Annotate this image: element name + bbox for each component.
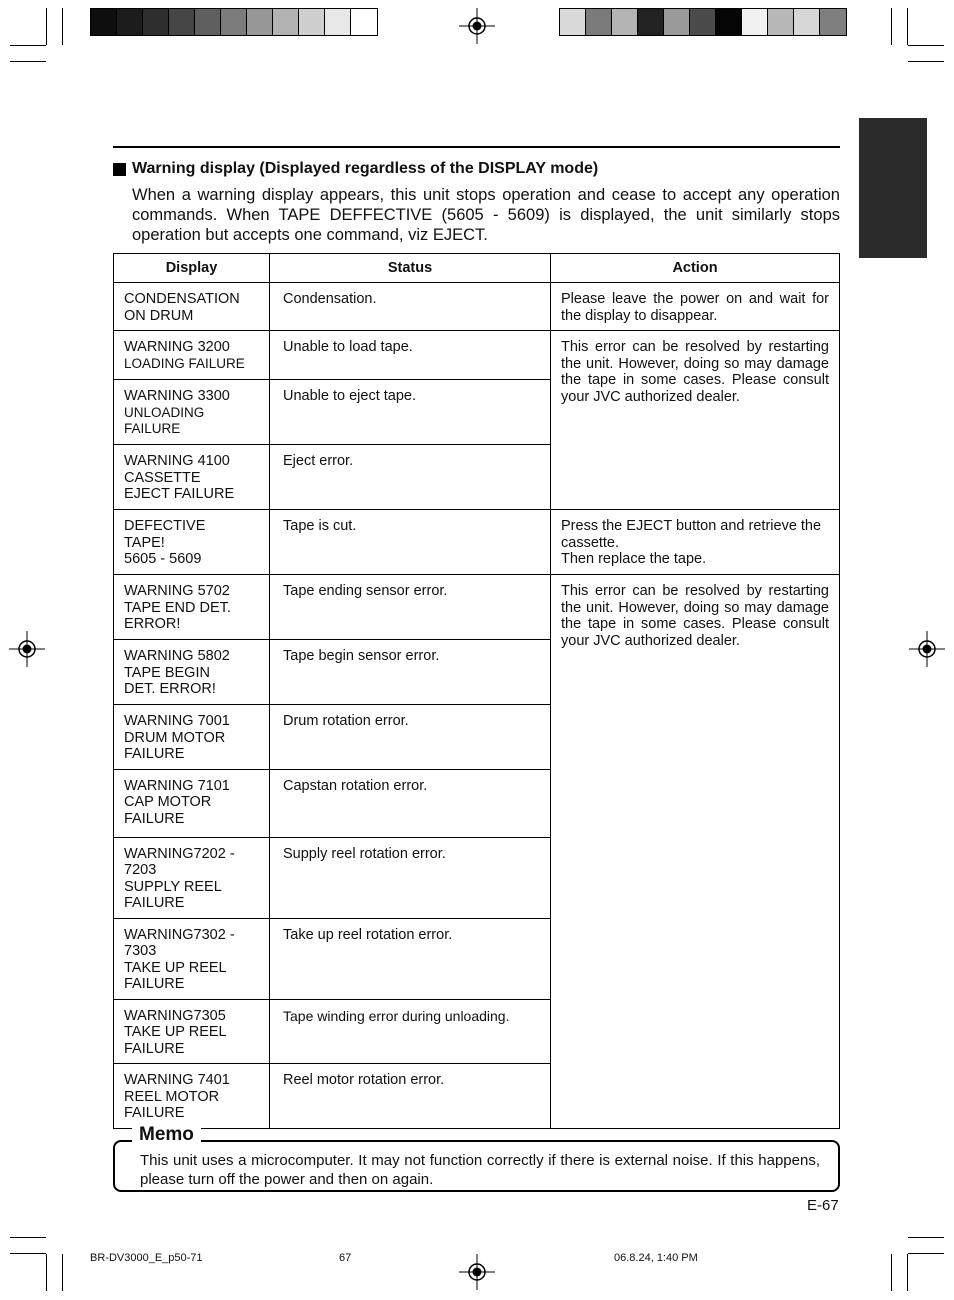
status-cell: Tape begin sensor error. — [270, 640, 551, 705]
registration-mark-icon — [9, 631, 45, 667]
color-swatch — [117, 9, 143, 35]
status-cell: Unable to load tape. — [270, 331, 551, 380]
color-swatch — [742, 9, 768, 35]
display-cell: WARNING 7001 DRUM MOTOR FAILURE — [114, 705, 270, 770]
color-swatch — [638, 9, 664, 35]
status-cell: Unable to eject tape. — [270, 380, 551, 445]
status-cell: Take up reel rotation error. — [270, 918, 551, 999]
color-swatch — [247, 9, 273, 35]
display-cell: WARNING 5702 TAPE END DET. ERROR! — [114, 575, 270, 640]
action-cell: Please leave the power on and wait for the display to disappear. — [551, 283, 840, 331]
color-swatch — [91, 9, 117, 35]
status-cell: Supply reel rotation error. — [270, 837, 551, 918]
memo-text: This unit uses a microcomputer. It may not function correctly if there is external noise. If this happens, please turn off the power and then on again. — [140, 1152, 820, 1188]
footer-date: 06.8.24, 1:40 PM — [614, 1252, 698, 1264]
display-cell: WARNING7302 - 7303 TAKE UP REEL FAILURE — [114, 918, 270, 999]
table-header-row — [114, 254, 840, 283]
action-cell: Press the EJECT button and retrieve the cassette. Then replace the tape. — [551, 510, 840, 575]
display-cell: WARNING7305 TAKE UP REEL FAILURE — [114, 999, 270, 1064]
color-swatch — [560, 9, 586, 35]
table-row — [114, 575, 840, 640]
status-cell: Reel motor rotation error. — [270, 1064, 551, 1129]
table-row — [114, 331, 840, 380]
status-cell: Condensation. — [270, 283, 551, 331]
intro-paragraph: When a warning display appears, this unit stops operation and cease to accept any operation commands. When TAPE DEFFECTIVE (5605 - 5609) is displayed, the unit similarly stops operation but accepts one command, viz EJECT. — [132, 186, 840, 244]
status-cell: Tape ending sensor error. — [270, 575, 551, 640]
warning-table — [113, 253, 840, 1129]
registration-mark-icon — [459, 8, 495, 44]
display-cell: WARNING 4100 CASSETTE EJECT FAILURE — [114, 445, 270, 510]
color-swatch — [690, 9, 716, 35]
page-number: E-67 — [807, 1197, 839, 1214]
registration-mark-icon — [909, 631, 945, 667]
status-cell: Drum rotation error. — [270, 705, 551, 770]
color-swatch — [664, 9, 690, 35]
color-swatch — [351, 9, 377, 35]
status-cell: Tape is cut. — [270, 510, 551, 575]
color-swatch — [612, 9, 638, 35]
color-swatch — [768, 9, 794, 35]
color-swatch — [586, 9, 612, 35]
status-cell: Tape winding error during unloading. — [270, 999, 551, 1064]
registration-mark-icon — [459, 1254, 495, 1290]
color-swatch — [169, 9, 195, 35]
color-swatch — [325, 9, 351, 35]
display-cell: WARNING 3300 UNLOADING FAILURE — [114, 380, 270, 445]
action-cell: This error can be resolved by restarting the unit. However, doing so may damage the tape in some cases. Please consult your JVC authorized dealer. — [551, 331, 840, 510]
color-swatch — [794, 9, 820, 35]
color-swatch — [221, 9, 247, 35]
display-cell: CONDENSATION ON DRUM — [114, 283, 270, 331]
column-header-display: Display — [114, 254, 270, 283]
display-cell: WARNING 3200 LOADING FAILURE — [114, 331, 270, 380]
table-row — [114, 283, 840, 331]
bullet-square-icon — [113, 163, 126, 176]
color-swatch — [195, 9, 221, 35]
color-swatch — [299, 9, 325, 35]
color-swatch — [143, 9, 169, 35]
color-swatch — [820, 9, 846, 35]
column-header-status: Status — [270, 254, 551, 283]
display-cell: WARNING 7401 REEL MOTOR FAILURE — [114, 1064, 270, 1129]
grayscale-color-bar-left — [90, 8, 378, 36]
color-swatch — [716, 9, 742, 35]
color-swatch — [273, 9, 299, 35]
chapter-side-tab — [859, 118, 927, 258]
table-row — [114, 510, 840, 575]
display-cell: DEFECTIVE TAPE! 5605 - 5609 — [114, 510, 270, 575]
display-cell: WARNING7202 - 7203 SUPPLY REEL FAILURE — [114, 837, 270, 918]
footer-filename: BR-DV3000_E_p50-71 — [90, 1252, 203, 1264]
action-cell: This error can be resolved by restarting the unit. However, doing so may damage the tape in some cases. Please consult your JVC authorized dealer. — [551, 575, 840, 1129]
status-cell: Eject error. — [270, 445, 551, 510]
status-cell: Capstan rotation error. — [270, 769, 551, 837]
section-title: Warning display (Displayed regardless of the DISPLAY mode) — [132, 160, 599, 177]
display-cell: WARNING 5802 TAPE BEGIN DET. ERROR! — [114, 640, 270, 705]
display-cell: WARNING 7101 CAP MOTOR FAILURE — [114, 769, 270, 837]
column-header-action: Action — [551, 254, 840, 283]
memo-label: Memo — [132, 1124, 201, 1146]
footer-page: 67 — [339, 1252, 352, 1264]
grayscale-color-bar-right — [559, 8, 847, 36]
top-rule — [113, 146, 840, 148]
section-heading — [113, 160, 598, 178]
